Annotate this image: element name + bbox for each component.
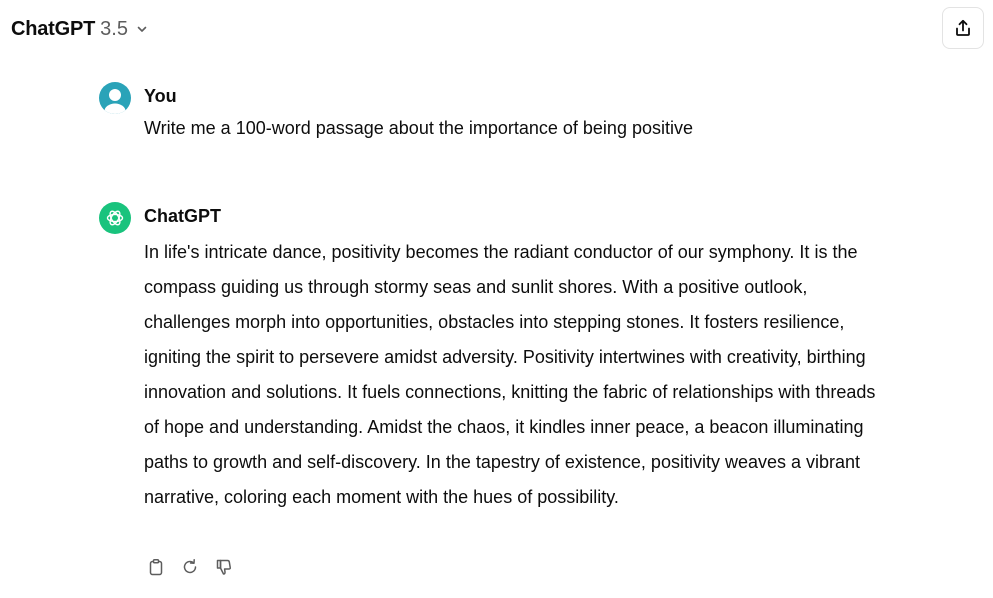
chatgpt-avatar: [99, 202, 131, 234]
model-version: 3.5: [100, 17, 128, 40]
model-name: ChatGPT: [11, 17, 96, 40]
user-message-text: Write me a 100-word passage about the importance of being positive: [144, 118, 693, 138]
regenerate-icon: [181, 558, 199, 576]
message-actions: [145, 556, 235, 578]
user-avatar: [99, 82, 131, 114]
copy-button[interactable]: [145, 556, 167, 578]
share-button[interactable]: [942, 7, 984, 49]
thumbs-down-button[interactable]: [213, 556, 235, 578]
top-bar: [0, 0, 993, 58]
assistant-message-text: In life's intricate dance, positivity becomes the radiant conductor of our symphony. It is the compass guiding us through stormy seas and sunlit shores. With a positive outlook, challenges morph into opportunities, obstacles into stepping stones. It fosters resilience, igniting the spirit to persevere amidst adversity. Positivity intertwines with creativity, birthing innovation and solutions. It fuels connections, knitting the fabric of relationships with threads of hope and understanding. Amidst the chaos, it kindles inner peace, a beacon illuminating paths to growth and self-discovery. In the tapestry of existence, positivity weaves a vibrant narrative, coloring each moment with the hues of possibility.: [144, 242, 876, 507]
copy-icon: [147, 558, 165, 576]
user-silhouette-icon: [99, 82, 131, 114]
thumbs-down-icon: [215, 558, 233, 576]
share-icon: [953, 18, 973, 38]
chevron-down-icon: [136, 23, 148, 35]
model-switcher[interactable]: [11, 15, 148, 43]
openai-logo-icon: [105, 208, 125, 228]
regenerate-button[interactable]: [179, 556, 201, 578]
user-author-name: You: [144, 86, 177, 106]
assistant-author-name: ChatGPT: [144, 206, 222, 226]
